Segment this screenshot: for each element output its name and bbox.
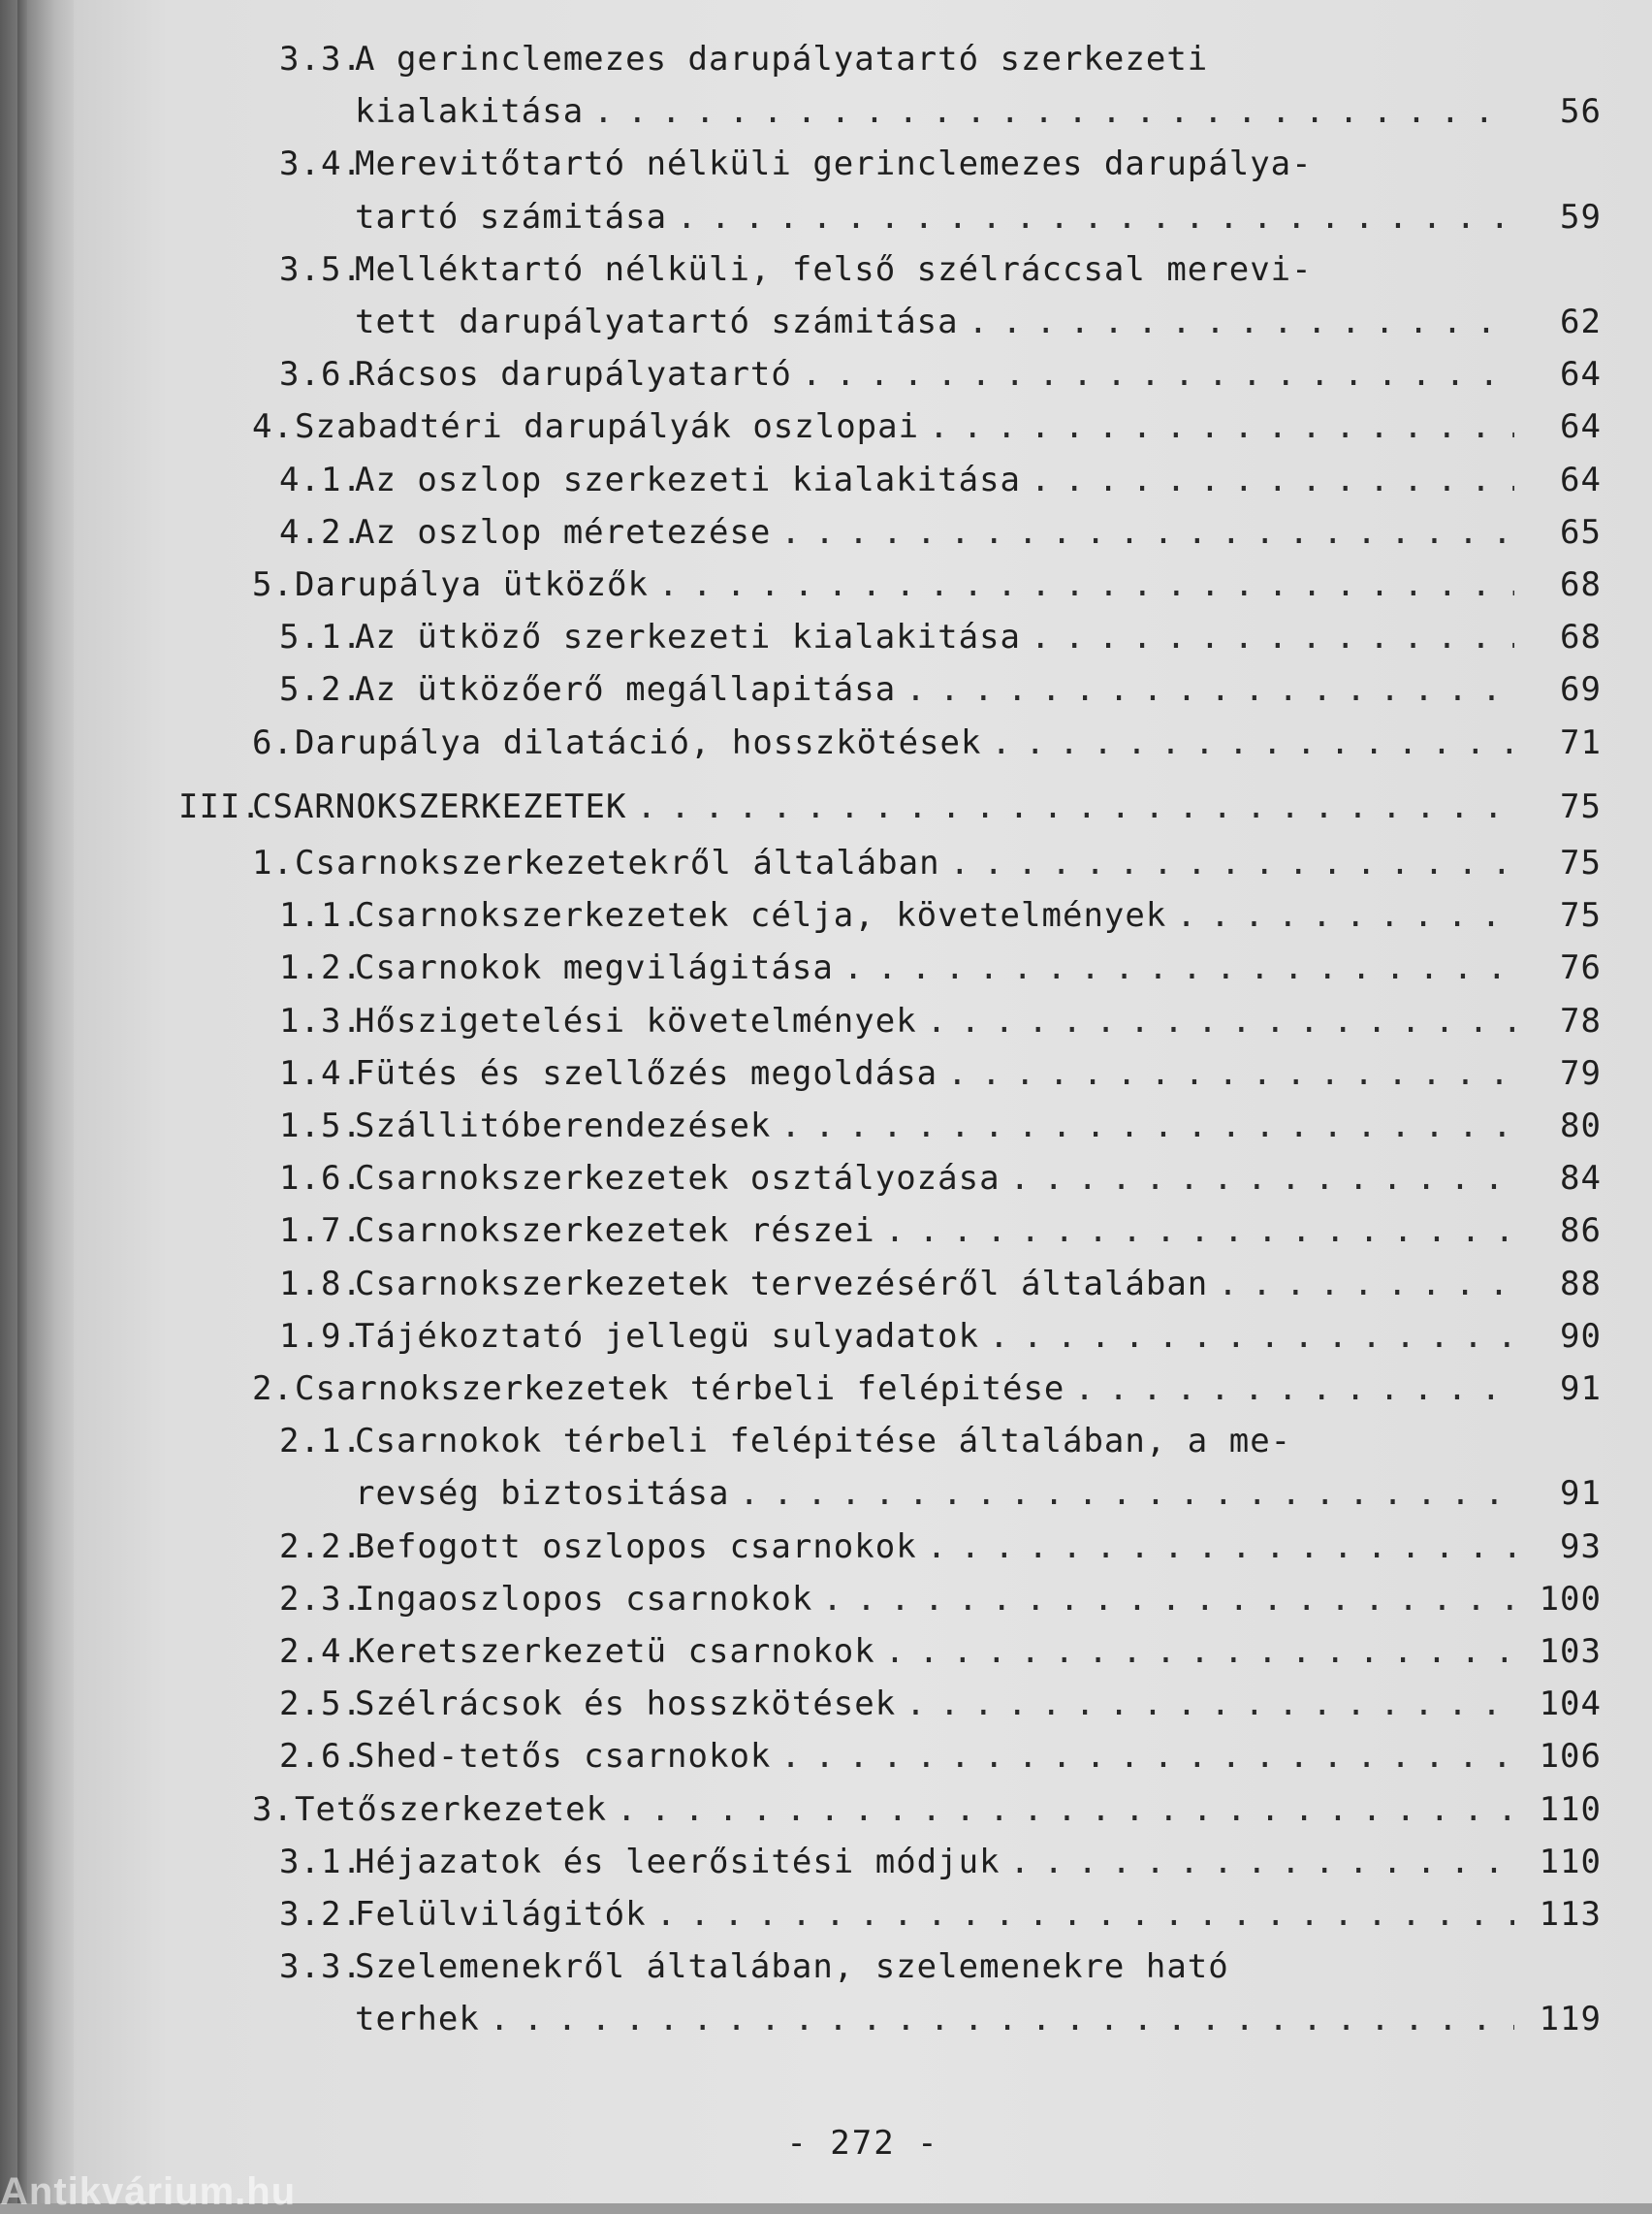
toc-entry-title: Darupálya ütközők bbox=[295, 565, 649, 604]
toc-entry bbox=[74, 1100, 1652, 1152]
toc-entry-line bbox=[355, 296, 1514, 348]
toc-entry bbox=[74, 611, 1652, 663]
table-of-contents bbox=[74, 0, 1652, 2134]
toc-entry-number: 1.5. bbox=[279, 1107, 363, 1145]
toc-entry-title: Fütés és szellőzés megoldása bbox=[355, 1053, 938, 1093]
toc-entry bbox=[74, 1415, 1652, 1467]
toc-entry-title: tartó számitása bbox=[355, 197, 668, 237]
toc-entry-line bbox=[355, 1310, 1514, 1363]
toc-entry-line bbox=[355, 1836, 1514, 1888]
dot-leader bbox=[771, 506, 1514, 559]
toc-entry-page: 91 bbox=[1560, 1369, 1602, 1408]
book-binding bbox=[0, 0, 74, 2203]
toc-entry-page: 90 bbox=[1560, 1316, 1602, 1356]
toc-entry-page: 103 bbox=[1539, 1632, 1602, 1671]
toc-entry-number: 4. bbox=[252, 407, 294, 447]
toc-entry-title: Hőszigetelési követelmények bbox=[355, 1001, 917, 1041]
toc-entry bbox=[74, 296, 1652, 348]
toc-entry-line bbox=[355, 348, 1514, 401]
toc-entry-line bbox=[295, 837, 1514, 889]
binding-shadow bbox=[17, 0, 27, 2203]
toc-entry-page: 75 bbox=[1560, 844, 1602, 882]
page-footer-number: - 272 - bbox=[786, 2124, 939, 2163]
toc-entry-number: 1.8. bbox=[279, 1264, 363, 1303]
toc-entry-number: 1.1. bbox=[279, 896, 363, 936]
toc-entry-number: 5.2. bbox=[279, 670, 363, 710]
toc-entry-title: Merevitőtartó nélküli gerinclemezes darupálya- bbox=[355, 144, 1313, 184]
toc-entry bbox=[74, 1573, 1652, 1625]
toc-entry-number: 3.2. bbox=[279, 1895, 363, 1934]
toc-entry-page: 119 bbox=[1539, 2000, 1602, 2039]
toc-entry bbox=[74, 942, 1652, 994]
toc-entry-number: 3.6. bbox=[279, 355, 363, 395]
toc-entry-line bbox=[355, 1888, 1514, 1941]
toc-entry-line bbox=[355, 995, 1514, 1047]
dot-leader bbox=[979, 1310, 1514, 1363]
toc-entry-page: 78 bbox=[1560, 1001, 1602, 1041]
toc-entry-title: Rácsos darupályatartó bbox=[355, 355, 792, 395]
toc-entry-title: Szélrácsok és hosszkötések bbox=[355, 1685, 897, 1724]
toc-entry-title: Csarnokszerkezetek tervezéséről általában bbox=[355, 1264, 1209, 1303]
toc-entry-line bbox=[355, 1521, 1514, 1573]
toc-entry-line bbox=[355, 1678, 1514, 1730]
toc-entry-number: 4.1. bbox=[279, 460, 363, 499]
toc-entry bbox=[74, 1521, 1652, 1573]
toc-entry-page: 100 bbox=[1539, 1579, 1602, 1619]
toc-entry-number: 5. bbox=[252, 565, 294, 604]
toc-entry bbox=[74, 717, 1652, 769]
dot-leader bbox=[729, 1467, 1514, 1520]
dot-leader bbox=[626, 781, 1514, 833]
dot-leader bbox=[647, 1888, 1514, 1941]
toc-entry-number: 2.4. bbox=[279, 1632, 363, 1671]
toc-entry bbox=[74, 1783, 1652, 1836]
toc-entry bbox=[74, 889, 1652, 942]
toc-entry-number: 3.3. bbox=[279, 1947, 363, 1987]
toc-entry-title: Szállitóberendezések bbox=[355, 1107, 772, 1145]
toc-entry-title: Héjazatok és leerősitési módjuk bbox=[355, 1842, 1001, 1881]
toc-entry-title: tett darupályatartó számitása bbox=[355, 303, 959, 341]
toc-entry bbox=[74, 995, 1652, 1047]
toc-entry-page: 56 bbox=[1560, 92, 1602, 132]
toc-entry-number: 1.9. bbox=[279, 1316, 363, 1356]
toc-entry-page: 91 bbox=[1560, 1474, 1602, 1514]
toc-entry-page: 93 bbox=[1560, 1526, 1602, 1566]
toc-entry bbox=[74, 1047, 1652, 1100]
dot-leader bbox=[771, 1730, 1514, 1782]
toc-entry-page: 64 bbox=[1560, 460, 1602, 499]
toc-entry-number: 4.2. bbox=[279, 512, 363, 552]
dot-leader bbox=[875, 1204, 1514, 1257]
toc-entry bbox=[74, 1467, 1652, 1520]
toc-entry-title: terhek bbox=[355, 2000, 480, 2039]
toc-entry-line bbox=[355, 1100, 1514, 1152]
toc-entry-title: Az oszlop méretezése bbox=[355, 512, 772, 552]
watermark: Antikvárium.hu bbox=[0, 2170, 297, 2213]
toc-entry-line bbox=[355, 506, 1514, 559]
toc-entry-page: 76 bbox=[1560, 948, 1602, 988]
toc-entry-page: 59 bbox=[1560, 197, 1602, 237]
toc-entry-line bbox=[355, 1573, 1514, 1625]
toc-entry-line bbox=[355, 663, 1514, 716]
toc-entry-title: Melléktartó nélküli, felső szélráccsal merevi- bbox=[355, 249, 1313, 289]
toc-entry-title: Csarnokszerkezetekről általában bbox=[295, 844, 940, 882]
toc-entry-page: 88 bbox=[1560, 1264, 1602, 1303]
dot-leader bbox=[771, 1100, 1514, 1152]
toc-entry-title: Csarnokszerkezetek célja, követelmények bbox=[355, 896, 1167, 936]
toc-entry bbox=[74, 243, 1652, 296]
dot-leader bbox=[1166, 889, 1514, 942]
toc-entry-line bbox=[295, 1363, 1514, 1415]
toc-entry bbox=[74, 1204, 1652, 1257]
toc-entry-number: 5.1. bbox=[279, 618, 363, 658]
dot-leader bbox=[812, 1573, 1514, 1625]
toc-entry bbox=[74, 191, 1652, 243]
toc-entry-number: 2.3. bbox=[279, 1579, 363, 1619]
toc-entry-title: revség biztositása bbox=[355, 1474, 730, 1514]
toc-entry-line bbox=[355, 1730, 1514, 1782]
toc-entry-title: Csarnokszerkezetek osztályozása bbox=[355, 1159, 1001, 1199]
dot-leader bbox=[1001, 1836, 1514, 1888]
document-page bbox=[74, 0, 1652, 2203]
dot-leader bbox=[1208, 1258, 1514, 1310]
dot-leader bbox=[940, 837, 1514, 889]
toc-entry-line bbox=[355, 1258, 1514, 1310]
toc-entry bbox=[74, 559, 1652, 611]
toc-entry-line bbox=[295, 717, 1514, 769]
toc-entry-line bbox=[355, 85, 1514, 138]
toc-entry-line bbox=[355, 1467, 1514, 1520]
toc-entry bbox=[74, 1363, 1652, 1415]
dot-leader bbox=[1064, 1363, 1514, 1415]
toc-entry bbox=[74, 506, 1652, 559]
toc-entry-title: kialakitása bbox=[355, 92, 585, 132]
toc-entry-page: 64 bbox=[1560, 355, 1602, 395]
toc-entry-page: 64 bbox=[1560, 407, 1602, 447]
dot-leader bbox=[937, 1047, 1514, 1100]
toc-entry-title: Tetőszerkezetek bbox=[295, 1789, 608, 1829]
dot-leader bbox=[480, 1993, 1514, 2045]
toc-entry bbox=[74, 138, 1652, 190]
dot-leader bbox=[959, 296, 1514, 348]
toc-entry bbox=[74, 1730, 1652, 1782]
toc-entry bbox=[74, 401, 1652, 453]
toc-entry-number: 3.4. bbox=[279, 144, 363, 184]
dot-leader bbox=[875, 1625, 1514, 1678]
toc-entry bbox=[74, 348, 1652, 401]
toc-entry-line bbox=[295, 559, 1514, 611]
dot-leader bbox=[1001, 1152, 1514, 1204]
toc-entry-page: 75 bbox=[1560, 786, 1602, 826]
toc-entry-page: 75 bbox=[1560, 896, 1602, 936]
toc-entry-title: Shed-tetős csarnokok bbox=[355, 1737, 772, 1777]
dot-leader bbox=[792, 348, 1514, 401]
dot-leader bbox=[982, 717, 1514, 769]
toc-entry-title: Az ütköző szerkezeti kialakitása bbox=[355, 618, 1022, 658]
toc-entry bbox=[74, 1625, 1652, 1678]
toc-entry-line bbox=[355, 889, 1514, 942]
toc-entry bbox=[74, 663, 1652, 716]
dot-leader bbox=[649, 559, 1514, 611]
toc-entry-page: 68 bbox=[1560, 618, 1602, 658]
toc-entry-page: 113 bbox=[1539, 1895, 1602, 1934]
toc-entry bbox=[74, 837, 1652, 889]
dot-leader bbox=[834, 942, 1514, 994]
toc-entry-number: 1.3. bbox=[279, 1001, 363, 1041]
dot-leader bbox=[896, 1678, 1514, 1730]
toc-entry-line bbox=[355, 942, 1514, 994]
toc-entry-line bbox=[355, 1993, 1514, 2045]
toc-entry-title: Befogott oszlopos csarnokok bbox=[355, 1526, 917, 1566]
toc-entry bbox=[74, 1152, 1652, 1204]
toc-entry-number: 2.5. bbox=[279, 1685, 363, 1724]
dot-leader bbox=[607, 1783, 1514, 1836]
dot-leader bbox=[584, 85, 1514, 138]
toc-entry-page: 80 bbox=[1560, 1107, 1602, 1145]
toc-entry-page: 104 bbox=[1539, 1685, 1602, 1724]
toc-entry bbox=[74, 33, 1652, 85]
toc-entry-title: Az oszlop szerkezeti kialakitása bbox=[355, 460, 1022, 499]
toc-entry-number: 2. bbox=[252, 1369, 294, 1408]
toc-entry-line bbox=[252, 781, 1514, 833]
toc-entry-title: Tájékoztató jellegü sulyadatok bbox=[355, 1316, 980, 1356]
toc-entry bbox=[74, 454, 1652, 506]
toc-entry-number: 1.7. bbox=[279, 1211, 363, 1251]
dot-leader bbox=[917, 995, 1514, 1047]
dot-leader bbox=[917, 1521, 1514, 1573]
toc-entry-number: 3.3. bbox=[279, 40, 363, 79]
toc-entry-title: Szelemenekről általában, szelemenekre ható bbox=[355, 1947, 1229, 1987]
toc-entry-page: 79 bbox=[1560, 1053, 1602, 1093]
toc-entry-page: 106 bbox=[1539, 1737, 1602, 1777]
toc-entry-title: Darupálya dilatáció, hosszkötések bbox=[295, 722, 982, 762]
toc-entry-number: 6. bbox=[252, 722, 294, 762]
toc-entry-line bbox=[355, 1204, 1514, 1257]
dot-leader bbox=[896, 663, 1514, 716]
toc-entry-line bbox=[355, 454, 1514, 506]
toc-entry-line bbox=[295, 401, 1514, 453]
toc-entry bbox=[74, 1888, 1652, 1941]
toc-entry bbox=[74, 1941, 1652, 1993]
toc-entry-line bbox=[295, 1783, 1514, 1836]
toc-entry-title: CSARNOKSZERKEZETEK bbox=[252, 786, 627, 826]
toc-entry-number: 2.6. bbox=[279, 1737, 363, 1777]
toc-entry-number: III. bbox=[178, 786, 262, 826]
toc-entry-title: Csarnokok térbeli felépitése általában, a me- bbox=[355, 1422, 1292, 1461]
toc-entry-number: 1.2. bbox=[279, 948, 363, 988]
toc-entry bbox=[74, 1836, 1652, 1888]
toc-entry bbox=[74, 85, 1652, 138]
toc-entry bbox=[74, 1993, 1652, 2045]
toc-entry-page: 69 bbox=[1560, 670, 1602, 710]
dot-leader bbox=[1021, 454, 1514, 506]
toc-entry-page: 65 bbox=[1560, 512, 1602, 552]
toc-entry-number: 2.1. bbox=[279, 1422, 363, 1461]
toc-entry-page: 84 bbox=[1560, 1159, 1602, 1199]
toc-entry-title: Szabadtéri darupályák oszlopai bbox=[295, 407, 920, 447]
toc-entry-line bbox=[355, 1625, 1514, 1678]
toc-entry-line bbox=[355, 1047, 1514, 1100]
toc-entry-line bbox=[355, 191, 1514, 243]
toc-entry-title: Csarnokok megvilágitása bbox=[355, 948, 834, 988]
toc-entry-page: 110 bbox=[1539, 1842, 1602, 1881]
toc-entry-number: 3. bbox=[252, 1789, 294, 1829]
toc-entry bbox=[74, 1258, 1652, 1310]
toc-entry-line bbox=[355, 611, 1514, 663]
toc-entry-title: Az ütközőerő megállapitása bbox=[355, 670, 897, 710]
toc-entry bbox=[74, 1310, 1652, 1363]
toc-entry-title: Ingaoszlopos csarnokok bbox=[355, 1579, 813, 1619]
toc-entry-number: 1.4. bbox=[279, 1053, 363, 1093]
dot-leader bbox=[667, 191, 1514, 243]
toc-entry-title: Csarnokszerkezetek részei bbox=[355, 1211, 875, 1251]
toc-entry-number: 3.1. bbox=[279, 1842, 363, 1881]
dot-leader bbox=[1021, 611, 1514, 663]
toc-entry bbox=[74, 781, 1652, 833]
toc-entry-number: 1. bbox=[252, 844, 294, 882]
toc-entry-title: A gerinclemezes darupályatartó szerkezeti bbox=[355, 40, 1209, 79]
toc-entry-page: 68 bbox=[1560, 565, 1602, 604]
toc-entry-line bbox=[355, 1152, 1514, 1204]
toc-entry-number: 3.5. bbox=[279, 249, 363, 289]
toc-entry-title: Keretszerkezetü csarnokok bbox=[355, 1632, 875, 1671]
toc-entry-page: 62 bbox=[1560, 303, 1602, 341]
toc-entry bbox=[74, 1678, 1652, 1730]
toc-entry-title: Csarnokszerkezetek térbeli felépitése bbox=[295, 1369, 1065, 1408]
toc-entry-title: Felülvilágitók bbox=[355, 1895, 647, 1934]
toc-entry-page: 71 bbox=[1560, 722, 1602, 762]
toc-entry-page: 110 bbox=[1539, 1789, 1602, 1829]
toc-entry-number: 2.2. bbox=[279, 1526, 363, 1566]
dot-leader bbox=[919, 401, 1514, 453]
toc-entry-page: 86 bbox=[1560, 1211, 1602, 1251]
toc-entry-number: 1.6. bbox=[279, 1159, 363, 1199]
